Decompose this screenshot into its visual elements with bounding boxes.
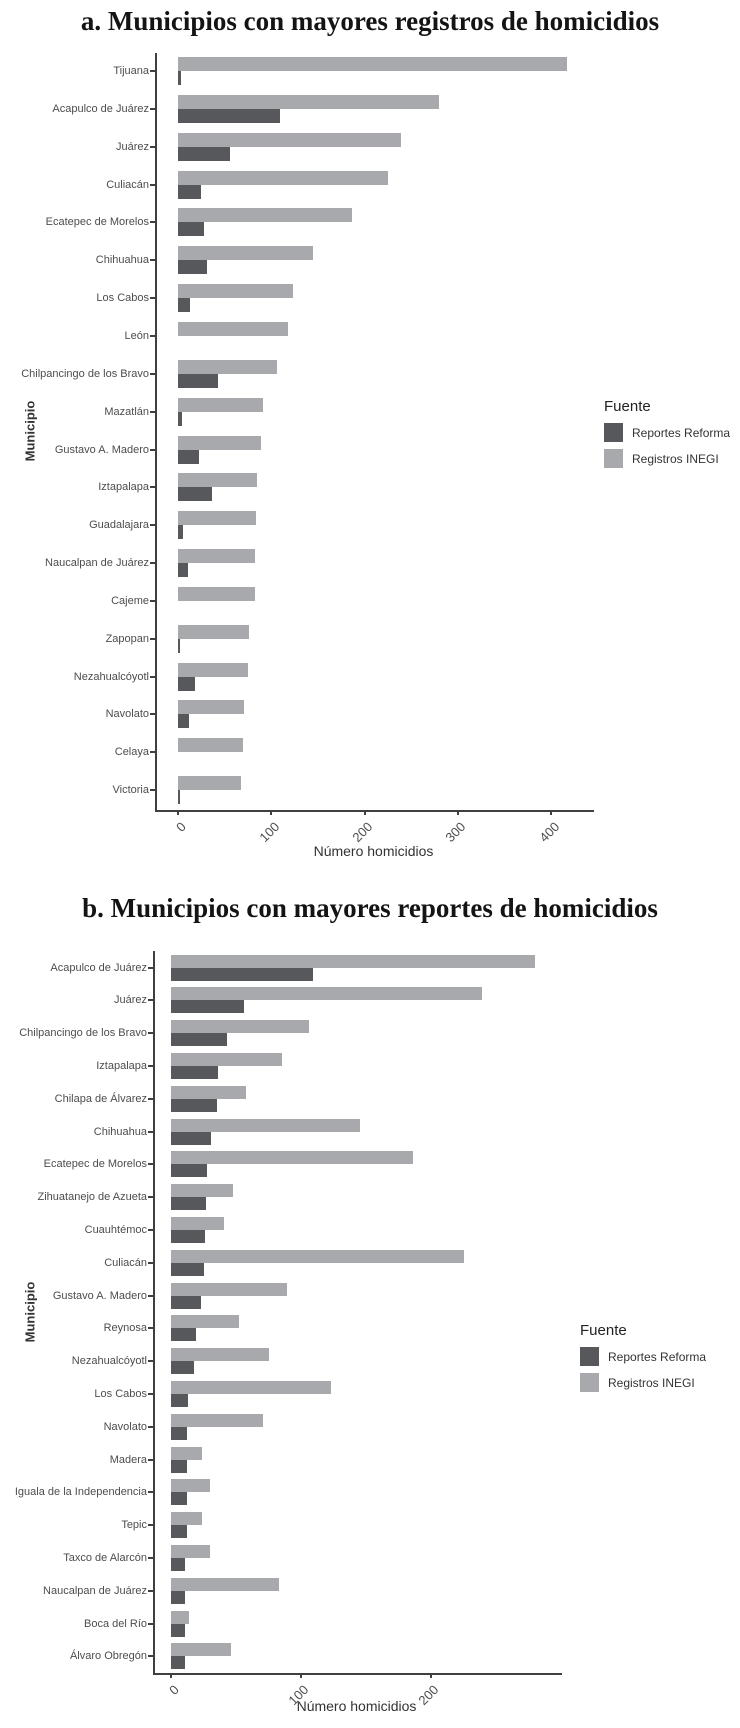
chart-a-legend bbox=[604, 398, 730, 475]
bar-reportes-reforma bbox=[171, 1460, 187, 1473]
bar-registros-inegi bbox=[171, 1151, 413, 1164]
bar-reportes-reforma bbox=[171, 1624, 185, 1637]
category-label: Zihuatanejo de Azueta bbox=[37, 1191, 147, 1204]
category-label: Los Cabos bbox=[94, 1387, 147, 1400]
bar-registros-inegi bbox=[178, 700, 244, 714]
y-tick-mark bbox=[150, 713, 155, 715]
bar-reportes-reforma bbox=[178, 109, 280, 123]
x-tick-label: 0 bbox=[172, 819, 189, 835]
bar-registros-inegi bbox=[171, 1512, 202, 1525]
legend-label: Registros INEGI bbox=[632, 451, 719, 466]
bar-registros-inegi bbox=[178, 57, 567, 71]
reforma-swatch-icon bbox=[580, 1347, 599, 1366]
y-tick-mark bbox=[148, 1327, 153, 1329]
bar-reportes-reforma bbox=[178, 185, 201, 199]
bar-reportes-reforma bbox=[171, 1263, 204, 1276]
y-tick-mark bbox=[148, 1163, 153, 1165]
bar-registros-inegi bbox=[178, 625, 249, 639]
y-tick-mark bbox=[150, 524, 155, 526]
inegi-swatch-icon bbox=[580, 1373, 599, 1392]
x-tick-label: 0 bbox=[165, 1682, 182, 1698]
bar-reportes-reforma bbox=[178, 374, 218, 388]
legend-item-registros-inegi bbox=[604, 449, 730, 468]
bar-registros-inegi bbox=[178, 776, 241, 790]
category-label: Gustavo A. Madero bbox=[52, 1289, 147, 1302]
legend-title: Fuente bbox=[604, 398, 651, 415]
y-tick-mark bbox=[150, 600, 155, 602]
y-tick-mark bbox=[150, 184, 155, 186]
bar-registros-inegi bbox=[178, 436, 261, 450]
bar-reportes-reforma bbox=[178, 487, 212, 501]
bar-reportes-reforma bbox=[171, 1591, 185, 1604]
bar-registros-inegi bbox=[171, 1643, 231, 1656]
legend-item-registros-inegi bbox=[580, 1373, 706, 1392]
category-label: Zapopan bbox=[105, 632, 149, 645]
bar-reportes-reforma bbox=[178, 563, 188, 577]
category-label: Cajeme bbox=[111, 594, 149, 607]
category-label: Nezahualcóyotl bbox=[73, 670, 149, 683]
y-tick-mark bbox=[148, 1491, 153, 1493]
bar-registros-inegi bbox=[171, 1578, 279, 1591]
inegi-swatch-icon bbox=[604, 449, 623, 468]
category-label: Álvaro Obregón bbox=[69, 1650, 147, 1663]
legend-item-reportes-reforma bbox=[604, 423, 730, 442]
category-label: Mazatlán bbox=[104, 405, 149, 418]
y-tick-mark bbox=[148, 1262, 153, 1264]
reforma-swatch-icon bbox=[604, 423, 623, 442]
x-tick-label: 200 bbox=[349, 819, 376, 845]
y-tick-mark bbox=[148, 1459, 153, 1461]
y-tick-mark bbox=[148, 1360, 153, 1362]
y-tick-mark bbox=[148, 1590, 153, 1592]
y-tick-mark bbox=[150, 259, 155, 261]
chart-b-x-axis-label: Número homicidios bbox=[296, 1698, 417, 1714]
bar-registros-inegi bbox=[171, 1184, 233, 1197]
bar-registros-inegi bbox=[171, 955, 535, 968]
bar-registros-inegi bbox=[178, 473, 257, 487]
bar-reportes-reforma bbox=[171, 1066, 218, 1079]
y-tick-mark bbox=[150, 486, 155, 488]
category-label: Chilpancingo de los Bravo bbox=[19, 1027, 147, 1040]
category-label: Boca del Río bbox=[84, 1617, 147, 1630]
legend-label: Reportes Reforma bbox=[632, 425, 731, 440]
legend-item-reportes-reforma bbox=[580, 1347, 706, 1366]
y-tick-mark bbox=[148, 1032, 153, 1034]
y-tick-mark bbox=[150, 562, 155, 564]
bar-registros-inegi bbox=[178, 738, 243, 752]
bar-registros-inegi bbox=[171, 1053, 282, 1066]
y-tick-mark bbox=[148, 1655, 153, 1657]
y-tick-mark bbox=[148, 1524, 153, 1526]
y-tick-mark bbox=[150, 449, 155, 451]
category-label: Juárez bbox=[113, 994, 147, 1007]
category-label: León bbox=[124, 329, 149, 342]
x-tick-mark bbox=[364, 810, 366, 815]
bar-reportes-reforma bbox=[171, 1525, 187, 1538]
legend-label: Registros INEGI bbox=[608, 1375, 695, 1390]
category-label: Culiacán bbox=[106, 178, 149, 191]
bar-reportes-reforma bbox=[178, 71, 181, 85]
bar-registros-inegi bbox=[178, 549, 255, 563]
y-tick-mark bbox=[150, 297, 155, 299]
bar-reportes-reforma bbox=[178, 639, 180, 653]
y-tick-mark bbox=[148, 1131, 153, 1133]
bar-registros-inegi bbox=[171, 1414, 263, 1427]
category-label: Gustavo A. Madero bbox=[54, 443, 149, 456]
bar-registros-inegi bbox=[178, 95, 439, 109]
category-label: Iztapalapa bbox=[98, 481, 149, 494]
bar-registros-inegi bbox=[171, 1119, 360, 1132]
bar-reportes-reforma bbox=[171, 1296, 201, 1309]
x-tick-mark bbox=[550, 810, 552, 815]
category-label: Reynosa bbox=[103, 1322, 147, 1335]
y-tick-mark bbox=[148, 1426, 153, 1428]
bar-registros-inegi bbox=[178, 246, 313, 260]
chart-b-y-axis-label: Municipio bbox=[22, 1281, 38, 1343]
bar-registros-inegi bbox=[178, 171, 388, 185]
category-label: Madera bbox=[109, 1453, 147, 1466]
y-tick-mark bbox=[150, 373, 155, 375]
bar-registros-inegi bbox=[171, 1545, 210, 1558]
chart-b-title: b. Municipios con mayores reportes de homicidios bbox=[82, 893, 658, 923]
y-tick-mark bbox=[148, 1196, 153, 1198]
bar-reportes-reforma bbox=[171, 1164, 207, 1177]
category-label: Cuauhtémoc bbox=[84, 1223, 147, 1236]
bar-registros-inegi bbox=[171, 1315, 239, 1328]
category-label: Chilapa de Álvarez bbox=[54, 1092, 147, 1105]
y-tick-mark bbox=[148, 967, 153, 969]
category-label: Nezahualcóyotl bbox=[71, 1355, 147, 1368]
chart-b-legend bbox=[580, 1322, 706, 1399]
category-label: Celaya bbox=[114, 746, 149, 759]
bar-registros-inegi bbox=[178, 398, 263, 412]
y-tick-mark bbox=[150, 335, 155, 337]
y-tick-mark bbox=[150, 751, 155, 753]
bar-registros-inegi bbox=[171, 1447, 202, 1460]
category-label: Acapulco de Juárez bbox=[52, 102, 149, 115]
bar-reportes-reforma bbox=[171, 1000, 244, 1013]
bar-reportes-reforma bbox=[171, 1033, 227, 1046]
bar-reportes-reforma bbox=[171, 1328, 196, 1341]
y-tick-mark bbox=[148, 1393, 153, 1395]
category-label: Navolato bbox=[105, 708, 149, 721]
category-label: Los Cabos bbox=[96, 292, 149, 305]
chart-a-y-axis-label: Municipio bbox=[22, 400, 38, 462]
y-tick-mark bbox=[148, 1557, 153, 1559]
bar-reportes-reforma bbox=[178, 677, 195, 691]
category-label: Iztapalapa bbox=[96, 1059, 147, 1072]
y-tick-mark bbox=[150, 676, 155, 678]
category-label: Tijuana bbox=[113, 65, 149, 77]
bar-reportes-reforma bbox=[178, 147, 230, 161]
bar-registros-inegi bbox=[171, 1348, 269, 1361]
bar-registros-inegi bbox=[171, 1479, 210, 1492]
x-tick-label: 100 bbox=[285, 1682, 312, 1708]
category-label: Taxco de Alarcón bbox=[63, 1551, 147, 1564]
category-label: Culiacán bbox=[104, 1256, 147, 1269]
category-label: Chilpancingo de los Bravo bbox=[21, 367, 149, 380]
y-tick-mark bbox=[148, 1295, 153, 1297]
category-label: Iguala de la Independencia bbox=[14, 1486, 147, 1499]
bar-registros-inegi bbox=[171, 1217, 224, 1230]
y-tick-mark bbox=[150, 789, 155, 791]
bar-registros-inegi bbox=[178, 284, 293, 298]
x-tick-label: 100 bbox=[255, 819, 282, 845]
x-tick-mark bbox=[300, 1673, 302, 1678]
bar-registros-inegi bbox=[178, 322, 288, 336]
bar-registros-inegi bbox=[178, 208, 352, 222]
y-tick-mark bbox=[150, 411, 155, 413]
category-label: Guadalajara bbox=[89, 519, 149, 532]
category-label: Naucalpan de Juárez bbox=[43, 1584, 147, 1597]
bar-reportes-reforma bbox=[171, 1132, 211, 1145]
bar-reportes-reforma bbox=[171, 1230, 205, 1243]
bar-registros-inegi bbox=[178, 133, 401, 147]
bar-reportes-reforma bbox=[178, 790, 180, 804]
bar-registros-inegi bbox=[178, 663, 248, 677]
bar-reportes-reforma bbox=[178, 222, 204, 236]
x-tick-label: 300 bbox=[442, 819, 469, 845]
bar-registros-inegi bbox=[178, 511, 256, 525]
bar-registros-inegi bbox=[171, 1381, 331, 1394]
bar-reportes-reforma bbox=[178, 714, 189, 728]
bar-reportes-reforma bbox=[178, 450, 199, 464]
y-tick-mark bbox=[150, 70, 155, 72]
bar-registros-inegi bbox=[171, 1020, 309, 1033]
category-label: Chihuahua bbox=[93, 1125, 147, 1138]
category-label: Tepic bbox=[121, 1519, 147, 1532]
bar-reportes-reforma bbox=[171, 1558, 185, 1571]
x-tick-mark bbox=[430, 1673, 432, 1678]
y-tick-mark bbox=[148, 1623, 153, 1625]
bar-registros-inegi bbox=[178, 587, 255, 601]
category-label: Ecatepec de Morelos bbox=[45, 216, 149, 229]
bar-registros-inegi bbox=[178, 360, 277, 374]
x-tick-label: 400 bbox=[535, 819, 562, 845]
bar-reportes-reforma bbox=[178, 412, 182, 426]
bar-reportes-reforma bbox=[171, 1492, 187, 1505]
y-tick-mark bbox=[150, 221, 155, 223]
bar-registros-inegi bbox=[171, 1611, 189, 1624]
bar-registros-inegi bbox=[171, 987, 482, 1000]
bar-reportes-reforma bbox=[171, 1394, 188, 1407]
y-tick-mark bbox=[148, 1065, 153, 1067]
bar-reportes-reforma bbox=[178, 525, 183, 539]
category-label: Ecatepec de Morelos bbox=[43, 1158, 147, 1171]
chart-a-x-axis-label: Número homicidios bbox=[313, 843, 434, 859]
chart-a-title: a. Municipios con mayores registros de homicidios bbox=[80, 6, 660, 36]
category-label: Acapulco de Juárez bbox=[50, 961, 147, 974]
x-tick-mark bbox=[170, 1673, 172, 1678]
category-label: Navolato bbox=[103, 1420, 147, 1433]
bar-reportes-reforma bbox=[178, 260, 207, 274]
y-tick-mark bbox=[150, 146, 155, 148]
x-tick-mark bbox=[177, 810, 179, 815]
bar-reportes-reforma bbox=[171, 1656, 185, 1669]
y-tick-mark bbox=[150, 108, 155, 110]
bar-reportes-reforma bbox=[171, 1361, 194, 1374]
bar-registros-inegi bbox=[171, 1250, 464, 1263]
y-tick-mark bbox=[150, 638, 155, 640]
bar-reportes-reforma bbox=[171, 1427, 187, 1440]
x-tick-label: 200 bbox=[415, 1682, 442, 1708]
bar-registros-inegi bbox=[171, 1086, 246, 1099]
bar-registros-inegi bbox=[171, 1283, 287, 1296]
legend-title: Fuente bbox=[580, 1322, 627, 1339]
category-label: Victoria bbox=[112, 784, 149, 797]
y-tick-mark bbox=[148, 1229, 153, 1231]
bar-reportes-reforma bbox=[171, 1099, 217, 1112]
x-tick-mark bbox=[457, 810, 459, 815]
category-label: Chihuahua bbox=[95, 254, 149, 267]
bar-reportes-reforma bbox=[178, 298, 190, 312]
x-tick-mark bbox=[270, 810, 272, 815]
category-label: Juárez bbox=[115, 140, 149, 153]
y-tick-mark bbox=[148, 1098, 153, 1100]
y-tick-mark bbox=[148, 999, 153, 1001]
legend-label: Reportes Reforma bbox=[608, 1349, 707, 1364]
category-label: Naucalpan de Juárez bbox=[45, 557, 149, 570]
bar-reportes-reforma bbox=[171, 1197, 206, 1210]
bar-reportes-reforma bbox=[171, 968, 313, 981]
